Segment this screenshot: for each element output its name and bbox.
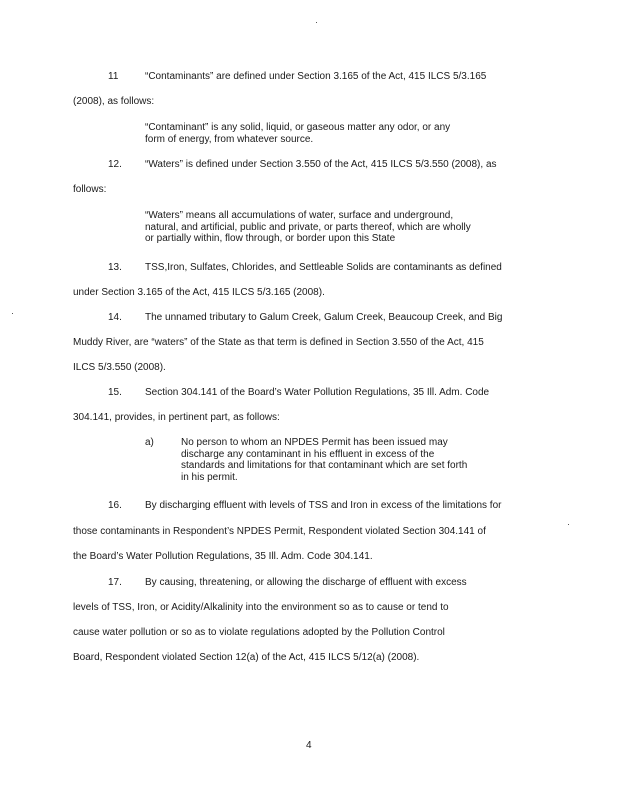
- quote-line: in his permit.: [181, 471, 238, 483]
- para-15-item-label: a): [145, 437, 154, 448]
- scan-speck: [12, 313, 13, 314]
- para-13-line-2: under Section 3.165 of the Act, 415 ILCS 5/3.165 (2008).: [73, 287, 325, 298]
- para-14-number: 14.: [108, 312, 122, 323]
- quote-line: standards and limitations for that contaminant which are set forth: [181, 460, 468, 471]
- scan-speck: [316, 22, 317, 23]
- page-number: 4: [306, 740, 312, 751]
- para-16-line-1: By discharging effluent with levels of TSS and Iron in excess of the limitations for: [145, 500, 502, 511]
- para-17-line-1: By causing, threatening, or allowing the discharge of effluent with excess: [145, 577, 467, 588]
- para-11-line-1: “Contaminants” are defined under Section 3.165 of the Act, 415 ILCS 5/3.165: [145, 71, 487, 82]
- quote-line: discharge any contaminant in his effluent in excess of the: [181, 448, 435, 460]
- quote-line: No person to whom an NPDES Permit has been issued may: [181, 437, 448, 448]
- para-13-number: 13.: [108, 262, 122, 273]
- para-17-line-3: cause water pollution or so as to violate regulations adopted by the Pollution Control: [73, 627, 445, 638]
- para-11-number: 11: [108, 71, 119, 82]
- para-16-number: 16.: [108, 500, 122, 511]
- para-17-number: 17.: [108, 577, 122, 588]
- quote-line: “Waters” means all accumulations of water, surface and underground,: [145, 210, 454, 221]
- para-15-quote: [181, 437, 467, 483]
- para-12-line-1: “Waters” is defined under Section 3.550 of the Act, 415 ILCS 5/3.550 (2008), as: [145, 159, 497, 170]
- para-15-line-2: 304.141, provides, in pertinent part, as follows:: [73, 412, 280, 423]
- quote-line: form of energy, from whatever source.: [145, 133, 314, 145]
- para-11-quote: [145, 122, 450, 145]
- para-13-line-1: TSS,Iron, Sulfates, Chlorides, and Settleable Solids are contaminants as defined: [145, 262, 502, 273]
- para-17-line-4: Board, Respondent violated Section 12(a) of the Act, 415 ILCS 5/12(a) (2008).: [73, 652, 420, 663]
- scan-speck: [568, 524, 569, 525]
- para-17-line-2: levels of TSS, Iron, or Acidity/Alkalinity into the environment so as to cause or tend to: [73, 602, 449, 613]
- para-14-line-1: The unnamed tributary to Galum Creek, Galum Creek, Beaucoup Creek, and Big: [145, 312, 503, 323]
- para-11-line-2: (2008), as follows:: [73, 96, 155, 107]
- para-15-number: 15.: [108, 387, 122, 398]
- para-16-line-2: those contaminants in Respondent’s NPDES Permit, Respondent violated Section 304.141 of: [73, 526, 486, 537]
- para-14-line-2: Muddy River, are “waters” of the State as that term is defined in Section 3.550 of the Act, 415: [73, 337, 484, 348]
- quote-line: or partially within, flow through, or border upon this State: [145, 233, 396, 244]
- quote-line: natural, and artificial, public and private, or parts thereof, which are wholly: [145, 221, 471, 233]
- para-12-line-2: follows:: [73, 184, 107, 195]
- quote-line: “Contaminant” is any solid, liquid, or gaseous matter any odor, or any: [145, 122, 451, 133]
- para-12-number: 12.: [108, 159, 122, 170]
- para-12-quote: [145, 210, 471, 245]
- para-15-line-1: Section 304.141 of the Board’s Water Pollution Regulations, 35 Ill. Adm. Code: [145, 387, 490, 398]
- para-14-line-3: ILCS 5/3.550 (2008).: [73, 362, 166, 373]
- para-16-line-3: the Board’s Water Pollution Regulations, 35 Ill. Adm. Code 304.141.: [73, 551, 373, 562]
